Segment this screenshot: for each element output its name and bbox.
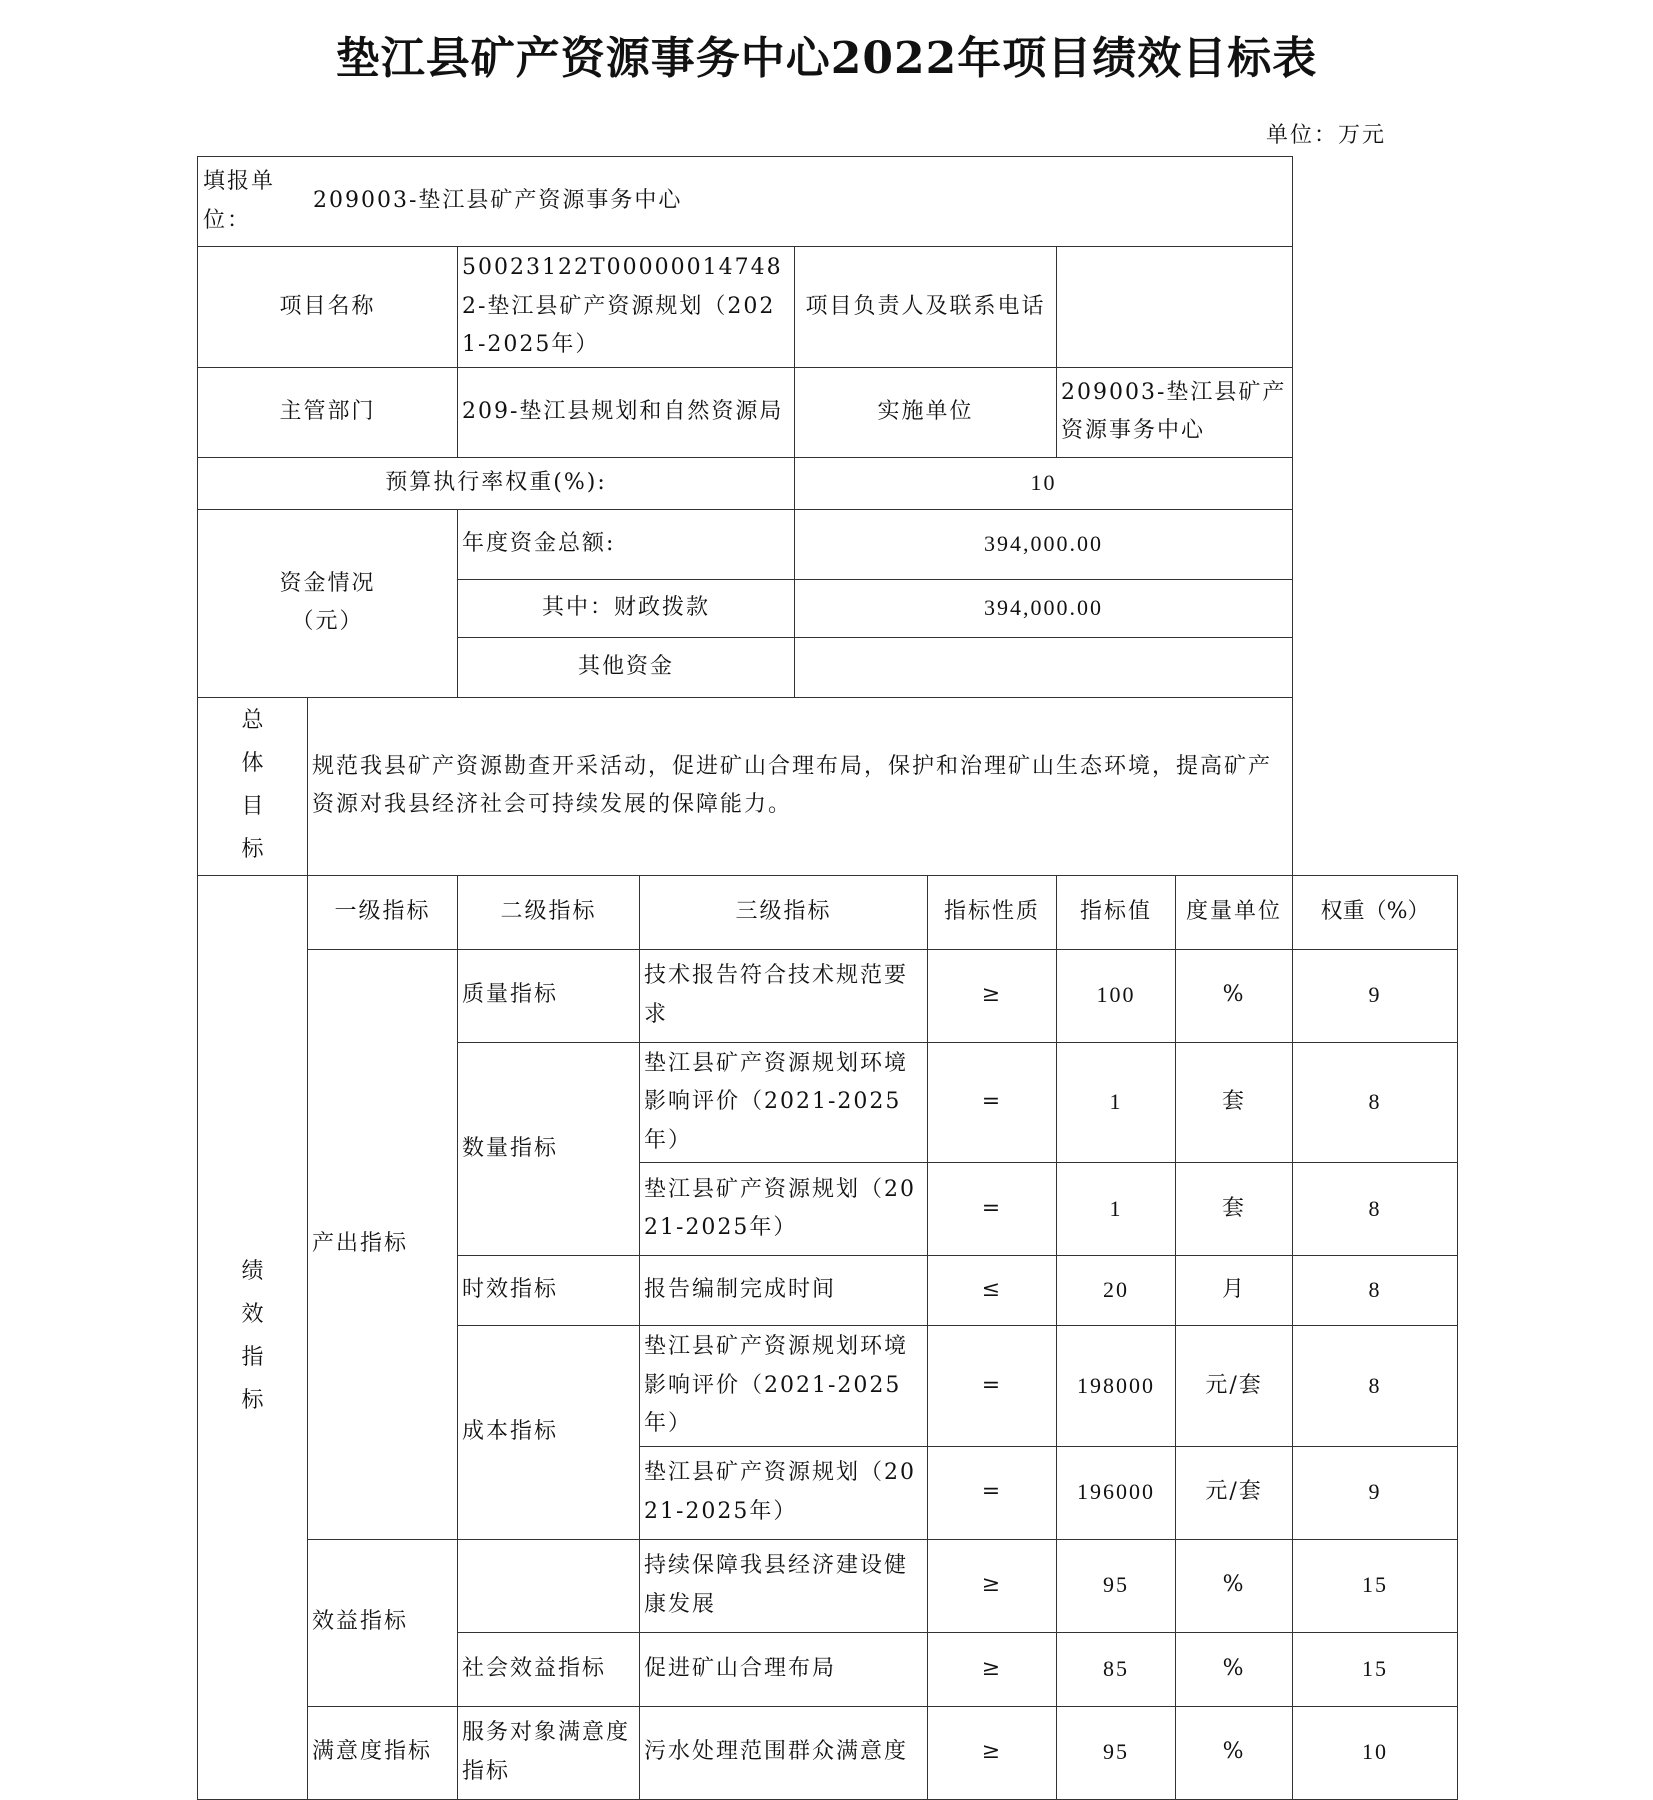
level2-empty — [458, 1539, 640, 1632]
nature-cell: = — [928, 1163, 1057, 1256]
col-header-weight: 权重（%） — [1293, 875, 1458, 949]
level3-cell: 污水处理范围群众满意度 — [640, 1706, 928, 1799]
level2-quantity: 数量指标 — [458, 1042, 640, 1256]
funds-other-label: 其他资金 — [458, 637, 795, 697]
level2-social-benefit: 社会效益指标 — [458, 1632, 640, 1706]
level3-cell: 报告编制完成时间 — [640, 1256, 928, 1326]
unit-cell: % — [1176, 1706, 1293, 1799]
col-header-unit: 度量单位 — [1176, 875, 1293, 949]
col-header-level3: 三级指标 — [640, 875, 928, 949]
value-cell: 1 — [1057, 1163, 1176, 1256]
funds-label-line2: （元） — [291, 609, 364, 634]
table-row — [198, 1539, 1458, 1632]
funds-label-line1: 资金情况 — [279, 570, 376, 596]
weight-cell: 15 — [1293, 1632, 1458, 1706]
level3-cell: 技术报告符合技术规范要求 — [640, 949, 928, 1042]
level1-satisfaction: 满意度指标 — [308, 1706, 458, 1799]
unit-cell: % — [1176, 1632, 1293, 1706]
nature-cell: ≥ — [928, 949, 1057, 1042]
level3-cell: 垫江县矿产资源规划环境影响评价（2021-2025年） — [640, 1042, 928, 1163]
nature-cell: ≥ — [928, 1539, 1057, 1632]
funds-other-value — [795, 637, 1293, 697]
weight-cell: 8 — [1293, 1042, 1458, 1163]
fill-unit-value: 209003-垫江县矿产资源事务中心 — [313, 188, 683, 214]
level3-cell: 垫江县矿产资源规划环境影响评价（2021-2025年） — [640, 1326, 928, 1447]
level1-benefit: 效益指标 — [308, 1539, 458, 1706]
level3-cell: 垫江县矿产资源规划（2021-2025年） — [640, 1163, 928, 1256]
performance-table — [197, 156, 1458, 1800]
nature-cell: ≤ — [928, 1256, 1057, 1326]
table-row — [198, 1706, 1458, 1799]
level3-cell: 促进矿山合理布局 — [640, 1632, 928, 1706]
unit-cell: 月 — [1176, 1256, 1293, 1326]
value-cell: 198000 — [1057, 1326, 1176, 1447]
level2-service-satisfaction: 服务对象满意度指标 — [458, 1706, 640, 1799]
unit-cell: % — [1176, 949, 1293, 1042]
weight-cell: 8 — [1293, 1326, 1458, 1447]
goal-label-text: 总体目标 — [241, 708, 264, 862]
level3-cell: 持续保障我县经济建设健康发展 — [640, 1539, 928, 1632]
funds-fiscal-value: 394,000.00 — [795, 579, 1293, 637]
table-row — [198, 949, 1458, 1042]
unit-cell: 套 — [1176, 1163, 1293, 1256]
overall-goal-text: 规范我县矿产资源勘查开采活动，促进矿山合理布局，保护和治理矿山生态环境，提高矿产资源对我县经济社会可持续发展的保障能力。 — [308, 697, 1293, 875]
overall-goal-label — [198, 697, 308, 875]
unit-cell: 套 — [1176, 1042, 1293, 1163]
value-cell: 85 — [1057, 1632, 1176, 1706]
funds-total-label: 年度资金总额: — [458, 509, 795, 579]
nature-cell: ≥ — [928, 1632, 1057, 1706]
page-title: 垫江县矿产资源事务中心2022年项目绩效目标表 — [335, 33, 1318, 84]
weight-cell: 8 — [1293, 1256, 1458, 1326]
weight-cell: 8 — [1293, 1163, 1458, 1256]
col-header-level2: 二级指标 — [458, 875, 640, 949]
weight-cell: 9 — [1293, 1446, 1458, 1539]
level2-timeliness: 时效指标 — [458, 1256, 640, 1326]
contact-value — [1057, 247, 1293, 368]
indicators-section-label — [198, 875, 308, 1799]
nature-cell: = — [928, 1326, 1057, 1447]
budget-rate-label: 预算执行率权重(%): — [198, 457, 795, 509]
unit-label: 单位：万元 — [1266, 123, 1387, 148]
level1-output: 产出指标 — [308, 949, 458, 1539]
col-header-level1: 一级指标 — [308, 875, 458, 949]
nature-cell: ≥ — [928, 1706, 1057, 1799]
value-cell: 196000 — [1057, 1446, 1176, 1539]
funds-fiscal-label: 其中：财政拨款 — [458, 579, 795, 637]
funds-label — [198, 509, 458, 697]
project-name-label: 项目名称 — [198, 247, 458, 368]
value-cell: 1 — [1057, 1042, 1176, 1163]
value-cell: 95 — [1057, 1706, 1176, 1799]
fill-unit-label: 填报单位： — [203, 169, 276, 233]
project-name-value: 50023122T000000147482-垫江县矿产资源规划（2021-2025年） — [458, 247, 795, 368]
col-header-value: 指标值 — [1057, 875, 1176, 949]
nature-cell: = — [928, 1042, 1057, 1163]
unit-cell: 元/套 — [1176, 1446, 1293, 1539]
value-cell: 95 — [1057, 1539, 1176, 1632]
budget-rate-value: 10 — [795, 457, 1293, 509]
indicators-label-text: 绩效指标 — [241, 1259, 264, 1413]
fill-unit-row — [198, 157, 1293, 247]
impl-label: 实施单位 — [795, 367, 1057, 457]
weight-cell: 15 — [1293, 1539, 1458, 1632]
funds-total-value: 394,000.00 — [795, 509, 1293, 579]
weight-cell: 9 — [1293, 949, 1458, 1042]
unit-cell: 元/套 — [1176, 1326, 1293, 1447]
weight-cell: 10 — [1293, 1706, 1458, 1799]
value-cell: 20 — [1057, 1256, 1176, 1326]
dept-value: 209-垫江县规划和自然资源局 — [458, 367, 795, 457]
nature-cell: = — [928, 1446, 1057, 1539]
contact-label: 项目负责人及联系电话 — [795, 247, 1057, 368]
level2-quality: 质量指标 — [458, 949, 640, 1042]
value-cell: 100 — [1057, 949, 1176, 1042]
level2-cost: 成本指标 — [458, 1326, 640, 1540]
dept-label: 主管部门 — [198, 367, 458, 457]
impl-value: 209003-垫江县矿产资源事务中心 — [1057, 367, 1293, 457]
unit-cell: % — [1176, 1539, 1293, 1632]
col-header-nature: 指标性质 — [928, 875, 1057, 949]
level3-cell: 垫江县矿产资源规划（2021-2025年） — [640, 1446, 928, 1539]
